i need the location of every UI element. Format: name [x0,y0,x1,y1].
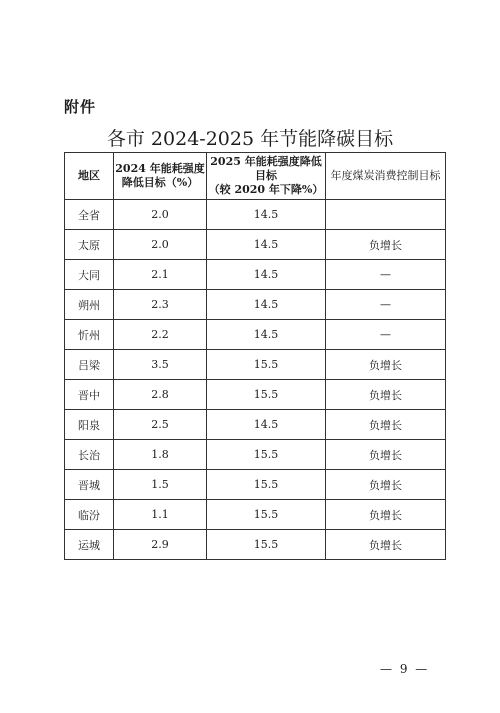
header-2025-line2: （较 2020 年下降%） [208,183,324,196]
table-row [65,350,446,380]
table-row [65,320,446,350]
coal-control-cell: 负增长 [326,350,446,380]
target-2024-cell: 1.5 [114,470,207,500]
table-row [65,530,446,560]
target-2024-cell: 2.0 [114,200,207,230]
target-2024-cell: 2.0 [114,230,207,260]
coal-control-cell: 负增长 [326,380,446,410]
region-cell: 临汾 [65,500,114,530]
table-row [65,200,446,230]
target-2025-cell: 14.5 [207,200,326,230]
page-title: 各市 2024-2025 年节能降碳目标 [106,128,394,150]
region-cell: 晋城 [65,470,114,500]
target-2025-cell: 15.5 [207,350,326,380]
coal-control-cell: 负增长 [326,410,446,440]
table-row [65,230,446,260]
target-2024-cell: 2.5 [114,410,207,440]
target-2025-cell: 15.5 [207,380,326,410]
header-region: 地区 [65,153,114,200]
target-2025-cell: 14.5 [207,230,326,260]
target-2025-cell: 15.5 [207,470,326,500]
coal-control-cell: 负增长 [326,530,446,560]
region-cell: 吕梁 [65,350,114,380]
target-2024-cell: 2.9 [114,530,207,560]
coal-control-cell: 负增长 [326,470,446,500]
table-row [65,380,446,410]
region-cell: 全省 [65,200,114,230]
header-2024-line2: 降低目标（%） [121,176,199,189]
coal-control-cell: 负增长 [326,500,446,530]
header-2025-line1: 2025 年能耗强度降低目标 [210,155,322,182]
target-2025-cell: 14.5 [207,260,326,290]
table-header-row [65,153,446,200]
region-cell: 太原 [65,230,114,260]
table-row [65,290,446,320]
coal-control-cell: 负增长 [326,230,446,260]
coal-control-cell: — [326,290,446,320]
attachment-label: 附件 [64,98,97,116]
region-cell: 大同 [65,260,114,290]
target-2024-cell: 2.1 [114,260,207,290]
target-2025-cell: 14.5 [207,290,326,320]
target-2024-cell: 2.3 [114,290,207,320]
table-row [65,410,446,440]
header-2024-target [114,153,207,200]
table-body [65,200,446,560]
target-2025-cell: 14.5 [207,320,326,350]
header-2025-target [207,153,326,200]
target-2024-cell: 2.2 [114,320,207,350]
region-cell: 阳泉 [65,410,114,440]
target-2025-cell: 15.5 [207,500,326,530]
page-number: — 9 — [380,662,430,676]
coal-control-cell: — [326,260,446,290]
region-cell: 晋中 [65,380,114,410]
target-2025-cell: 14.5 [207,410,326,440]
coal-control-cell: 负增长 [326,440,446,470]
targets-table [64,152,446,560]
target-2025-cell: 15.5 [207,440,326,470]
region-cell: 忻州 [65,320,114,350]
region-cell: 运城 [65,530,114,560]
target-2025-cell: 15.5 [207,530,326,560]
region-cell: 长治 [65,440,114,470]
target-2024-cell: 1.1 [114,500,207,530]
header-2024-line1: 2024 年能耗强度 [115,162,205,175]
coal-control-cell [326,200,446,230]
header-coal-control: 年度煤炭消费控制目标 [326,153,446,200]
table-row [65,260,446,290]
target-2024-cell: 2.8 [114,380,207,410]
target-2024-cell: 3.5 [114,350,207,380]
table-row [65,470,446,500]
target-2024-cell: 1.8 [114,440,207,470]
region-cell: 朔州 [65,290,114,320]
table-row [65,500,446,530]
coal-control-cell: — [326,320,446,350]
table-row [65,440,446,470]
